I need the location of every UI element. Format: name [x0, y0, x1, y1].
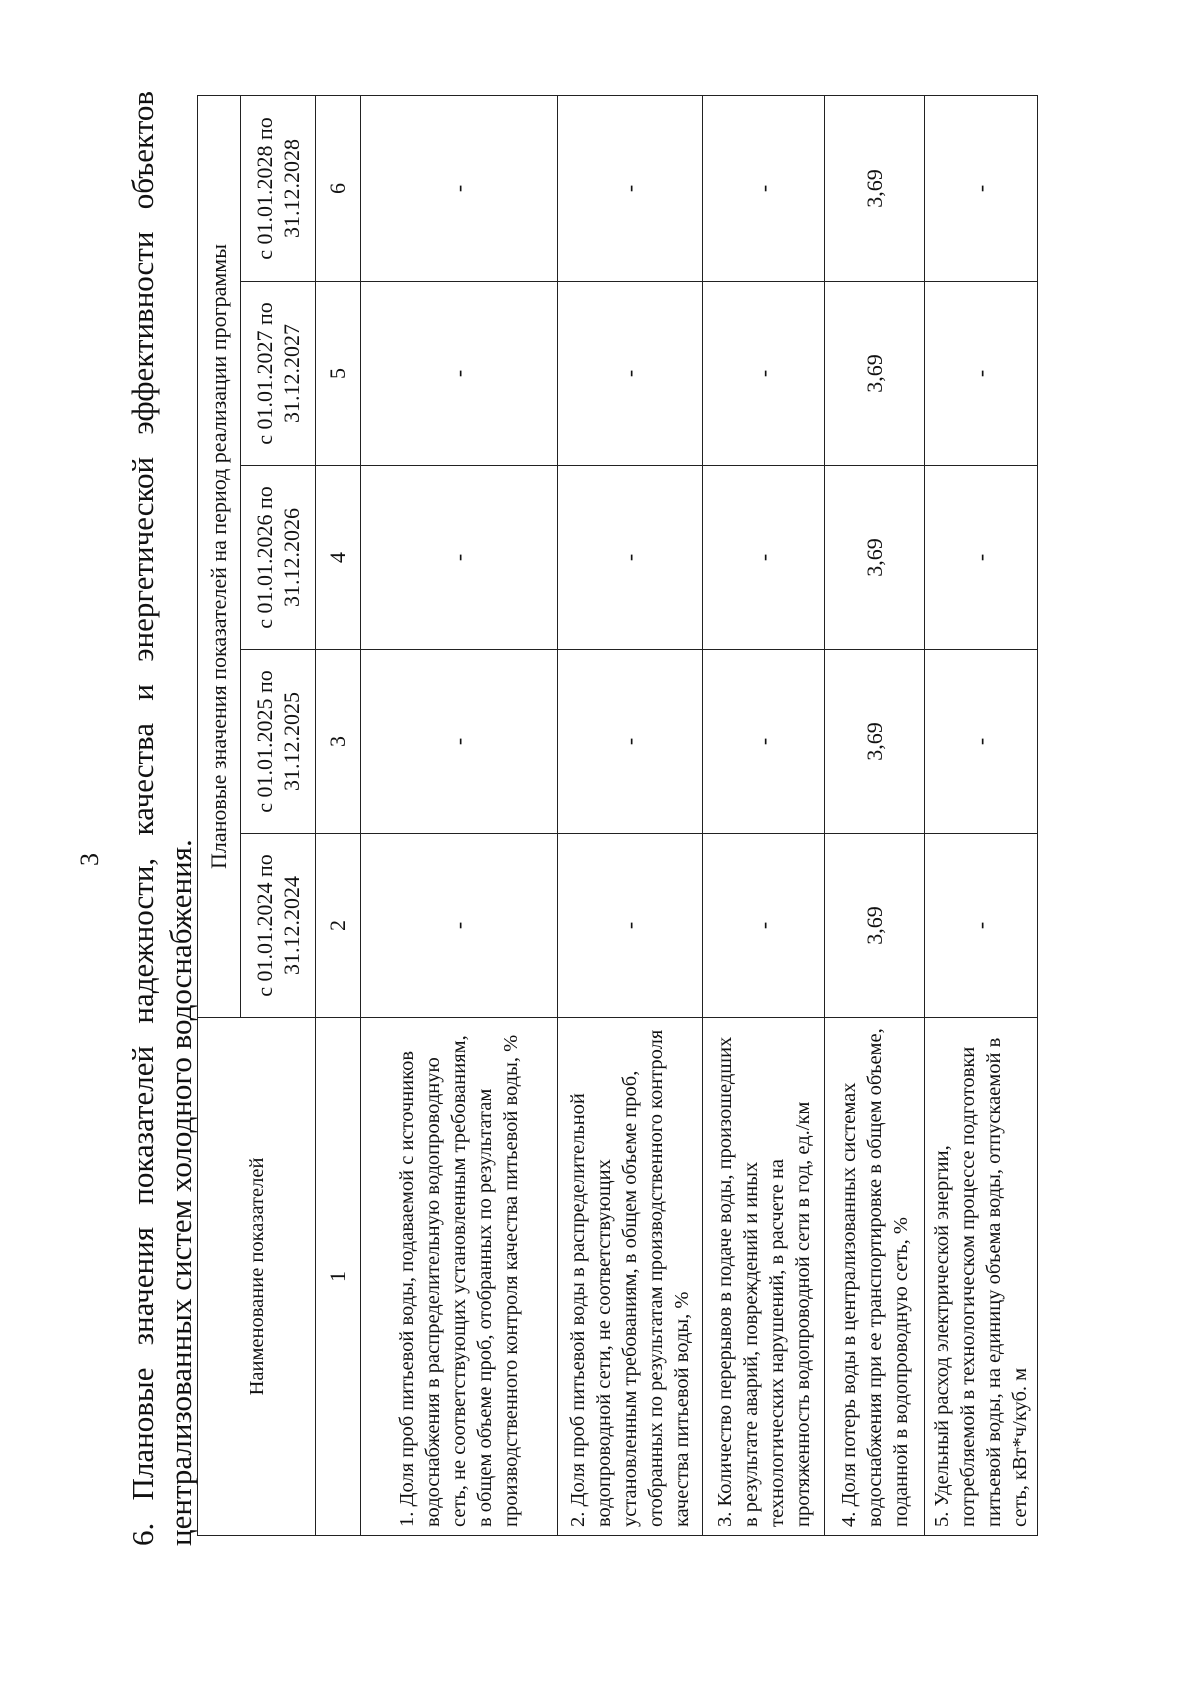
- table-row: [825, 95, 925, 1535]
- indicator-value: -: [925, 95, 1038, 281]
- indicator-value: -: [558, 834, 703, 1018]
- period-header: с 01.01.2026 по 31.12.2026: [241, 466, 316, 650]
- indicator-value: -: [925, 466, 1038, 650]
- indicator-value: -: [703, 95, 825, 281]
- column-number: 3: [316, 650, 361, 834]
- indicator-value: 3,69: [825, 834, 925, 1018]
- col-header-plan: Плановые значения показателей на период реализации программы: [198, 95, 241, 1017]
- heading-word: значения: [125, 1227, 160, 1346]
- period-header: с 01.01.2024 по 31.12.2024: [241, 834, 316, 1018]
- table-row: [361, 95, 558, 1535]
- heading-word: Плановые: [125, 1367, 160, 1501]
- indicator-value: -: [558, 95, 703, 281]
- column-number: 6: [316, 95, 361, 281]
- heading-word: 6.: [125, 1522, 160, 1546]
- table-row: [925, 95, 1038, 1535]
- heading-word: энергетической: [125, 456, 160, 662]
- indicator-value: -: [703, 282, 825, 466]
- indicator-value: 3,69: [825, 95, 925, 281]
- indicator-value: -: [361, 466, 558, 650]
- indicator-value: -: [925, 650, 1038, 834]
- indicator-value: -: [361, 650, 558, 834]
- indicator-value: -: [558, 282, 703, 466]
- page-number: 3: [75, 853, 104, 866]
- col-header-name: Наименование показателей: [198, 1018, 316, 1536]
- indicators-table: [197, 95, 1038, 1536]
- heading-word: показателей: [125, 1045, 160, 1205]
- indicator-value: 3,69: [825, 282, 925, 466]
- indicator-name: 3. Количество перерывов в подаче воды, произошедших в результате аварий, повреждений и иных технологических нарушений, в расчете на протяженность водопроводной сети в год, ед./км: [703, 1018, 825, 1536]
- table-row: [703, 95, 825, 1535]
- indicator-value: -: [361, 834, 558, 1018]
- period-header: с 01.01.2027 по 31.12.2027: [241, 282, 316, 466]
- table-row: [558, 95, 703, 1535]
- indicator-name: 2. Доля проб питьевой воды в распределительной водопроводной сети, не соответствующих установленным требованиям, в общем объеме проб, отобранных по результатам производственного контроля качества питьевой воды, %: [558, 1018, 703, 1536]
- indicator-value: -: [703, 466, 825, 650]
- indicator-name: 5. Удельный расход электрической энергии, потребляемой в технологическом процессе подготовки питьевой воды, на единицу объема воды, отпускаемой в сеть, кВт*ч/куб. м: [925, 1018, 1038, 1536]
- indicator-value: -: [558, 466, 703, 650]
- heading-line-2: централизованных систем холодного водоснабжения.: [163, 839, 198, 1546]
- heading-word: надежности,: [125, 857, 160, 1024]
- section-heading: [124, 91, 200, 1546]
- indicator-value: -: [703, 650, 825, 834]
- heading-word: объектов: [125, 91, 160, 210]
- period-header: с 01.01.2028 по 31.12.2028: [241, 95, 316, 281]
- indicator-value: -: [361, 95, 558, 281]
- column-number: 1: [316, 1018, 361, 1536]
- indicator-value: -: [925, 282, 1038, 466]
- heading-word: эффективности: [125, 231, 160, 435]
- indicator-name: 1. Доля проб питьевой воды, подаваемой с источников водоснабжения в распределительную водопроводную сеть, не соответствующих установленным требованиям, в общем объеме проб, отобранных по результатам производственного контроля качества питьевой воды, %: [361, 1018, 558, 1536]
- column-number: 4: [316, 466, 361, 650]
- indicator-value: 3,69: [825, 466, 925, 650]
- heading-word: качества: [125, 722, 160, 836]
- indicator-value: 3,69: [825, 650, 925, 834]
- indicator-name: 4. Доля потерь воды в централизованных системах водоснабжения при ее транспортировке в общем объеме, поданной в водопроводную сеть, %: [825, 1018, 925, 1536]
- indicator-value: -: [361, 282, 558, 466]
- heading-line-1: [124, 91, 162, 1546]
- column-number: 5: [316, 282, 361, 466]
- indicator-value: -: [558, 650, 703, 834]
- heading-word: и: [125, 684, 160, 701]
- period-header: с 01.01.2025 по 31.12.2025: [241, 650, 316, 834]
- indicator-value: -: [925, 834, 1038, 1018]
- indicator-value: -: [703, 834, 825, 1018]
- column-number: 2: [316, 834, 361, 1018]
